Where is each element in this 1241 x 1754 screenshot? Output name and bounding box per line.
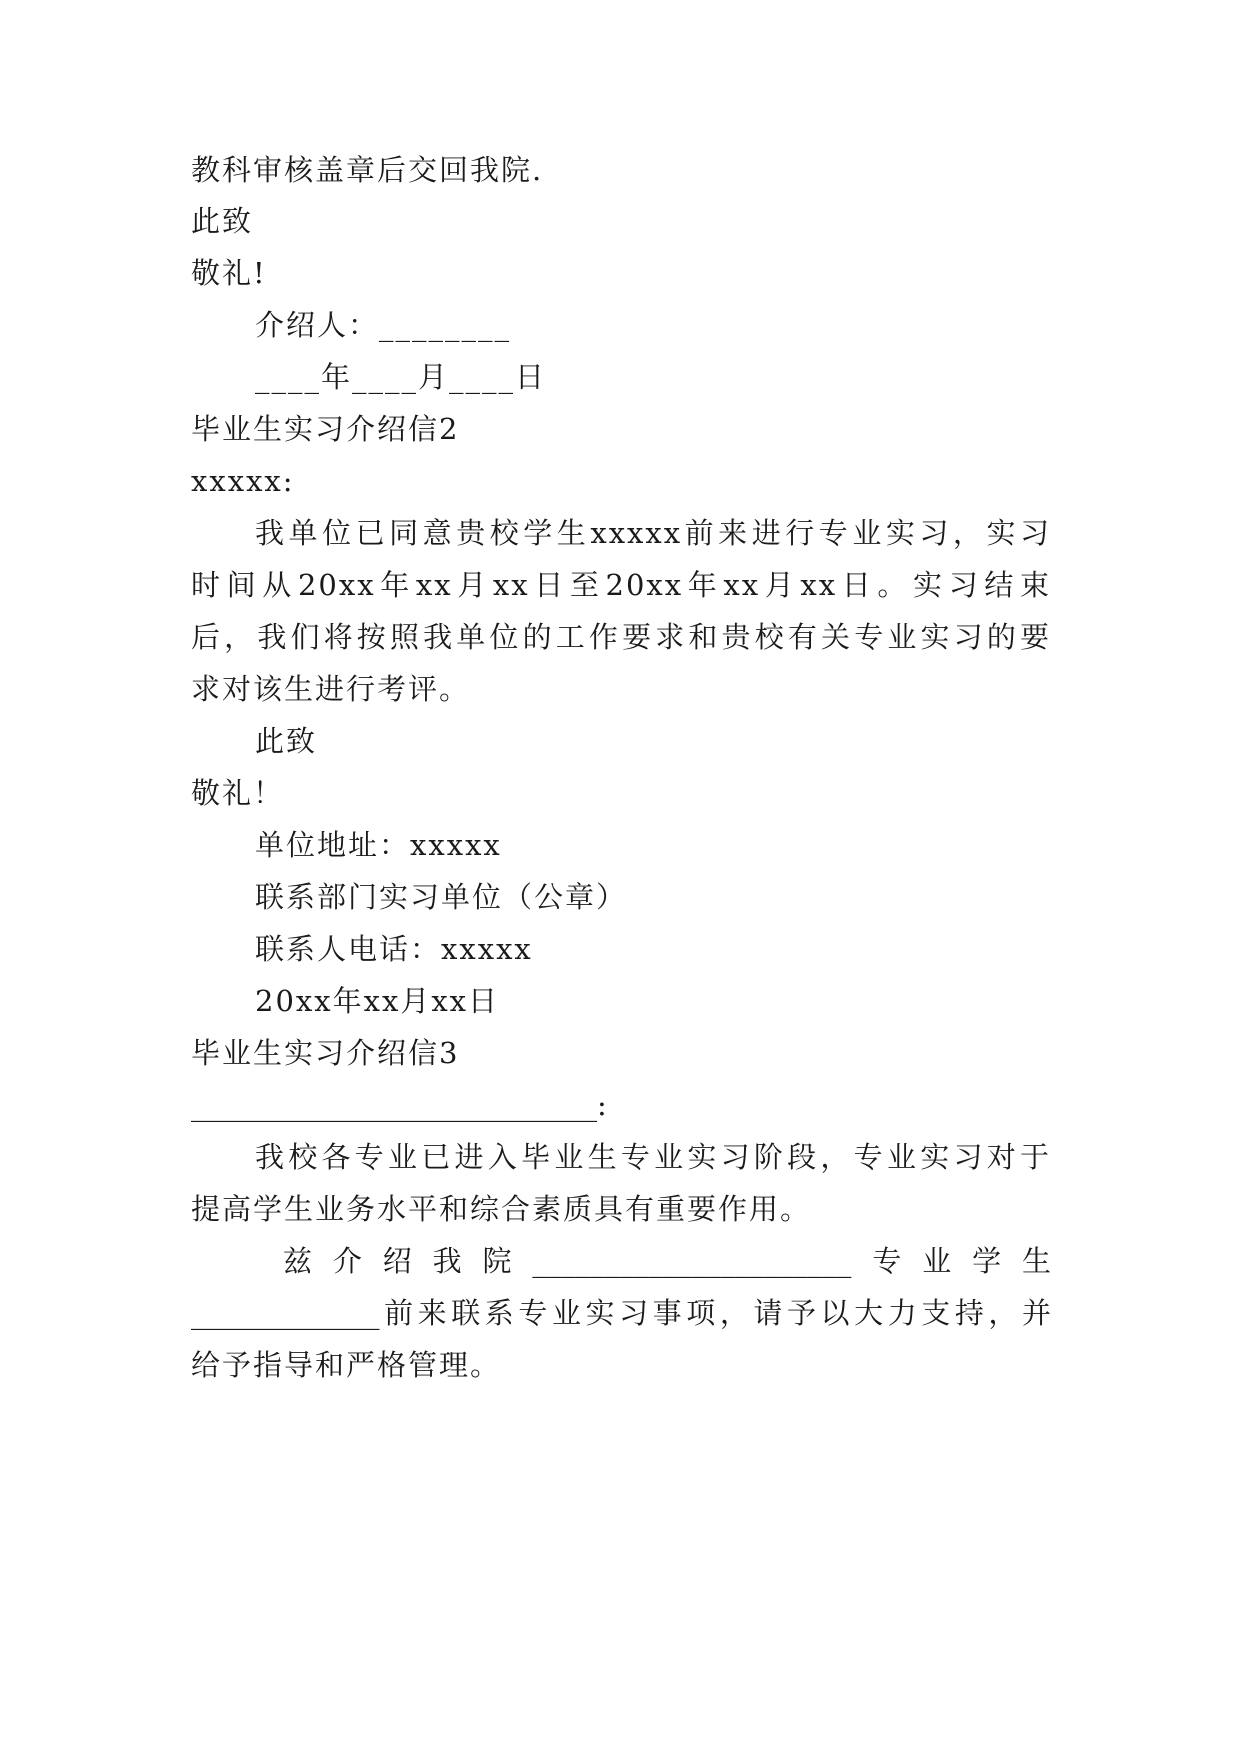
text-line: 给予指导和严格管理。	[191, 1348, 502, 1382]
text-line: 联系部门实习单位（公章）	[255, 880, 628, 914]
text-line: 单位地址：xxxxx	[255, 828, 502, 862]
text-line: 此致	[255, 724, 318, 758]
text-line: 我单位已同意贵校学生xxxxx前来进行专业实习，实习	[255, 516, 1051, 550]
text-line: 求对该生进行考评。	[191, 672, 471, 706]
text-line: 20xx年xx月xx日	[255, 984, 500, 1018]
section-heading: 毕业生实习介绍信3	[191, 1036, 460, 1070]
text-line: ____________________________:	[191, 1088, 607, 1122]
text-line: 敬礼！	[191, 776, 285, 810]
text-line: 提高学生业务水平和综合素质具有重要作用。	[191, 1192, 812, 1226]
text-line: xxxxx:	[191, 464, 295, 498]
text-line: 教科审核盖章后交回我院.	[191, 153, 544, 187]
text-line: 兹介绍我院______________________专业学生	[283, 1244, 1051, 1278]
text-line: 后，我们将按照我单位的工作要求和贵校有关专业实习的要	[191, 620, 1051, 654]
text-line: 时间从20xx年xx月xx日至20xx年xx月xx日。实习结束	[191, 568, 1051, 602]
text-line: 此致	[191, 204, 254, 238]
text-line: 介绍人：________	[255, 308, 512, 342]
text-line: 我校各专业已进入毕业生专业实习阶段，专业实习对于	[255, 1140, 1051, 1174]
text-line: 联系人电话：xxxxx	[255, 932, 533, 966]
text-line: ____年____月____日	[255, 360, 547, 394]
text-line: 敬礼!	[191, 256, 267, 290]
text-line: _____________前来联系专业实习事项，请予以大力支持，并	[191, 1296, 1051, 1330]
section-heading: 毕业生实习介绍信2	[191, 412, 460, 446]
